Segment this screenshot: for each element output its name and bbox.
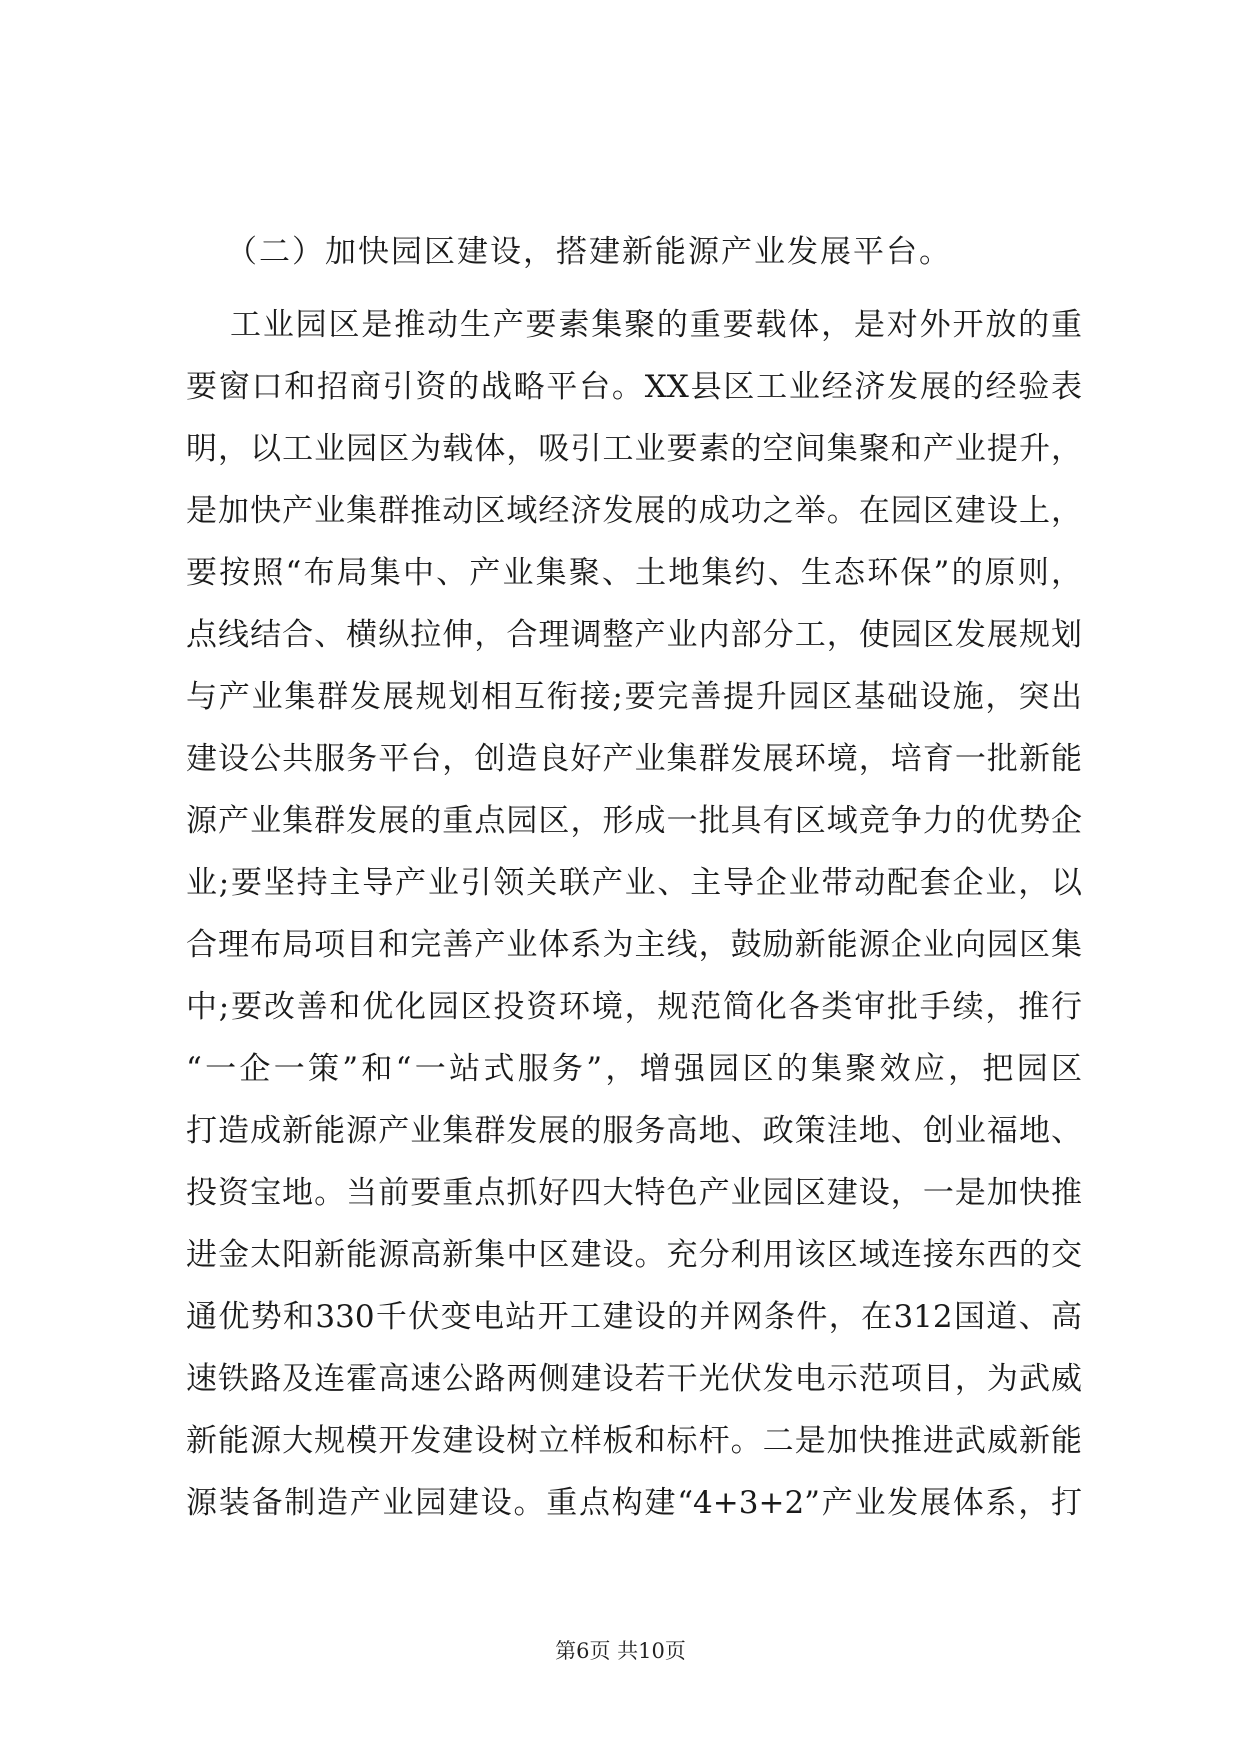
paragraph-line: 合理布局项目和完善产业体系为主线，鼓励新能源企业向园区集 [186,927,1082,963]
paragraph-line: 建设公共服务平台，创造良好产业集群发展环境，培育一批新能 [186,741,1082,777]
paragraph-line: 点线结合、横纵拉伸，合理调整产业内部分工，使园区发展规划 [186,617,1082,653]
paragraph-line: 源装备制造产业园建设。重点构建“4+3+2”产业发展体系，打 [186,1485,1082,1521]
paragraph-line: 速铁路及连霍高速公路两侧建设若干光伏发电示范项目，为武威 [186,1361,1082,1397]
section-heading: （二）加快园区建设，搭建新能源产业发展平台。 [226,234,952,270]
paragraph-line: 明，以工业园区为载体，吸引工业要素的空间集聚和产业提升， [186,431,1082,467]
page-footer: 第6页 共10页 [555,1639,686,1663]
paragraph-line: 投资宝地。当前要重点抓好四大特色产业园区建设，一是加快推 [186,1175,1082,1211]
paragraph-line: 工业园区是推动生产要素集聚的重要载体，是对外开放的重 [230,307,1082,343]
paragraph-line: 通优势和330千伏变电站开工建设的并网条件，在312国道、高 [186,1299,1082,1335]
paragraph-line: 业;要坚持主导产业引领关联产业、主导企业带动配套企业，以 [186,865,1082,901]
paragraph [186,294,1082,1534]
paragraph-line: 新能源大规模开发建设树立样板和标杆。二是加快推进武威新能 [186,1423,1082,1459]
paragraph-line: 要按照“布局集中、产业集聚、土地集约、生态环保”的原则， [186,555,1082,591]
paragraph-line: 是加快产业集群推动区域经济发展的成功之举。在园区建设上， [186,493,1082,529]
paragraph-line: 打造成新能源产业集群发展的服务高地、政策洼地、创业福地、 [186,1113,1082,1149]
paragraph-line: “一企一策”和“一站式服务”，增强园区的集聚效应，把园区 [186,1051,1082,1087]
paragraph-line: 中;要改善和优化园区投资环境，规范简化各类审批手续，推行 [186,989,1082,1025]
paragraph-line: 与产业集群发展规划相互衔接;要完善提升园区基础设施，突出 [186,679,1082,715]
paragraph-line: 进金太阳新能源高新集中区建设。充分利用该区域连接东西的交 [186,1237,1082,1273]
paragraph-line: 源产业集群发展的重点园区，形成一批具有区域竞争力的优势企 [186,803,1082,839]
paragraph-line: 要窗口和招商引资的战略平台。XX县区工业经济发展的经验表 [186,369,1082,405]
